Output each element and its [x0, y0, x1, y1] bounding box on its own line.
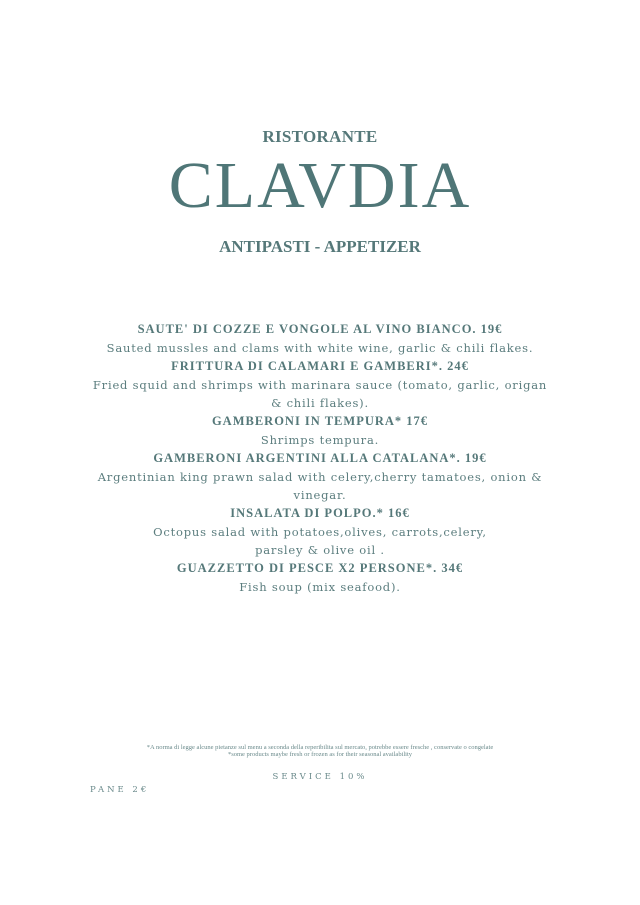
item-name: GUAZZETTO DI PESCE X2 PERSONE*. 34€ [176, 561, 464, 575]
item-description: Octopus salad with potatoes,olives, carrots,celery, [153, 525, 487, 539]
item-description: Fish soup (mix seafood). [239, 580, 401, 594]
bread-price: PANE 2€ [90, 785, 150, 795]
legal-note-english: *some products maybe fresh or frozen as for their seasonal availability [227, 751, 413, 758]
item-name: SAUTE' DI COZZE E VONGOLE AL VINO BIANCO. 19€ [137, 322, 503, 336]
item-description: Shrimps tempura. [260, 433, 380, 447]
legal-note-italian: *A norma di legge alcune pietanze sul menu a seconda della reperibilita sul mercato, potrebbe essere fresche , conservate o congelate [146, 744, 494, 751]
menu-item [90, 412, 550, 449]
restaurant-name: CLAVDIA [168, 149, 472, 222]
section-title: ANTIPASTI - APPETIZER [219, 237, 421, 256]
item-description: Sauted mussles and clams with white wine, garlic & chili flakes. [106, 341, 534, 355]
restaurant-label: RISTORANTE [262, 127, 378, 146]
item-description: Fried squid and shrimps with marinara sauce (tomato, garlic, origan & chili flakes). [92, 378, 548, 410]
item-name: FRITTURA DI CALAMARI E GAMBERI*. 24€ [171, 359, 469, 373]
service-charge: SERVICE 10% [272, 772, 368, 782]
menu-item [90, 559, 550, 596]
item-name: INSALATA DI POLPO.* 16€ [230, 506, 410, 520]
item-description: Argentinian king prawn salad with celery,cherry tamatoes, onion & vinegar. [97, 470, 543, 502]
menu-list [90, 320, 550, 596]
menu-item [90, 504, 550, 559]
menu-item [90, 449, 550, 504]
legal-note [60, 744, 580, 758]
item-name: GAMBERONI ARGENTINI ALLA CATALANA*. 19€ [153, 451, 487, 465]
menu-item [90, 357, 550, 412]
item-name: GAMBERONI IN TEMPURA* 17€ [211, 414, 429, 428]
item-description-line-2: parsley & olive oil . [255, 543, 385, 557]
menu-item [90, 320, 550, 357]
